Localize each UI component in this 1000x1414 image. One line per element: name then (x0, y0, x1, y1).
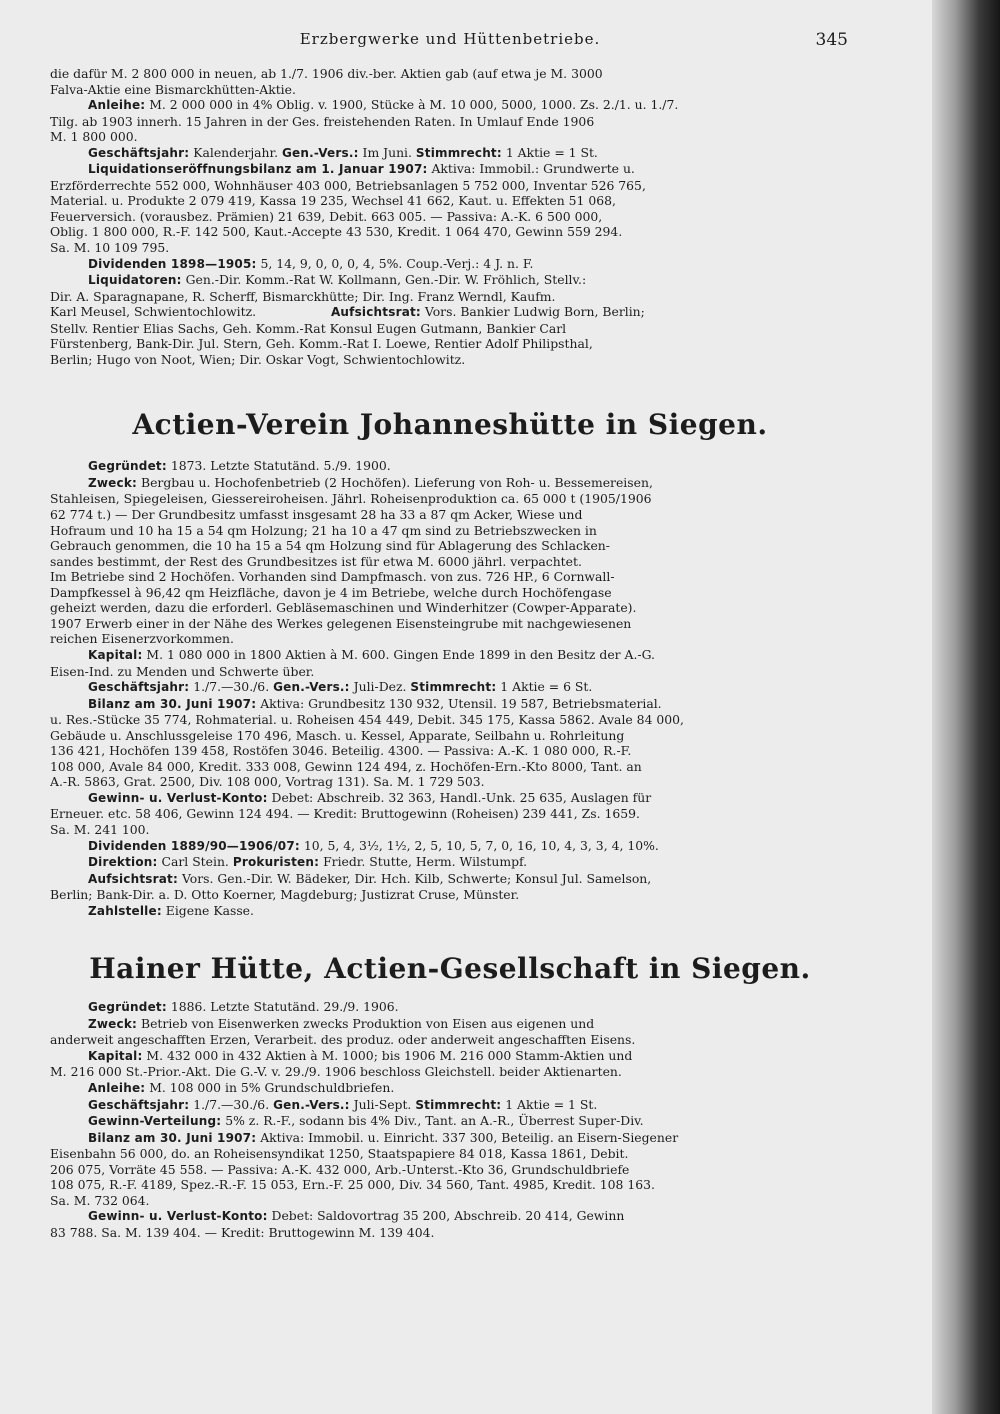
label-guv: Gewinn- u. Verlust-Konto: (88, 1209, 268, 1224)
text-line: reichen Eisenerzvorkommen. (50, 631, 234, 647)
label-bilanz: Bilanz am 30. Juni 1907: (88, 1130, 257, 1145)
text-line: Feuerversich. (vorausbez. Prämien) 21 639, Debit. 663 005. — Passiva: A.-K. 6 500 000, (50, 208, 603, 224)
label-stimmrecht: Stimmrecht: (415, 1097, 502, 1112)
label-gewinn-verteilung: Gewinn-Verteilung: (88, 1114, 222, 1129)
text-line: Erzförderrechte 552 000, Wohnhäuser 403 000, Betriebsanlagen 5 752 000, Inventar 526 765, (50, 177, 646, 193)
label-bilanz: Bilanz am 30. Juni 1907: (88, 696, 257, 711)
text-line: A.-R. 5863, Grat. 2500, Div. 108 000, Vortrag 131). Sa. M. 1 729 503. (50, 774, 485, 790)
text-line: Erneuer. etc. 58 406, Gewinn 124 494. — Kredit: Bruttogewinn (Roheisen) 239 441, Zs. 1659. (50, 806, 640, 822)
text-line: anderweit angeschafften Erzen, Verarbeit. des produz. oder anderweit angeschafften Eisens. (50, 1032, 636, 1048)
label-direktion: Direktion: (88, 855, 158, 870)
text-line: Geschäftsjahr: Kalenderjahr. Gen.-Vers.: Im Juni. Stimmrecht: 1 Aktie = 1 St. (88, 144, 598, 160)
text-line: Zahlstelle: Eigene Kasse. (88, 902, 254, 918)
label-liquidatoren: Liquidatoren: (88, 273, 182, 288)
text-line: Aufsichtsrat: Vors. Gen.-Dir. W. Bädeker, Dir. Hch. Kilb, Schwerte; Konsul Jul. Samelson, (88, 870, 652, 886)
label-aufsichtsrat: Aufsichtsrat: (88, 871, 178, 886)
text-line: Dampfkessel à 96,42 qm Heizfläche, davon je 4 im Betriebe, welche durch Hochöfengase (50, 584, 612, 600)
running-title: Erzbergwerke und Hüttenbetriebe. (299, 30, 601, 48)
text-line: Gegründet: 1886. Letzte Statutänd. 29./9. 1906. (88, 999, 399, 1015)
label-gen-vers: Gen.-Vers.: (273, 680, 350, 695)
text-line: Liquidationseröffnungsbilanz am 1. Januar 1907: Aktiva: Immobil.: Grundwerte u. (88, 161, 635, 177)
text-line: Zweck: Bergbau u. Hochofenbetrieb (2 Hochöfen). Lieferung von Roh- u. Bessemereisen, (88, 474, 653, 490)
text-line: Fürstenberg, Bank-Dir. Jul. Stern, Geh. Komm.-Rat I. Loewe, Rentier Adolf Philipsthal, (50, 336, 593, 352)
text-line: Stellv. Rentier Elias Sachs, Geh. Komm.-Rat Konsul Eugen Gutmann, Bankier Carl (50, 320, 567, 336)
label-gen-vers: Gen.-Vers.: (282, 145, 359, 160)
text-line: Kapital: M. 432 000 in 432 Aktien à M. 1000; bis 1906 M. 216 000 Stamm-Aktien und (88, 1047, 633, 1063)
text-line: Geschäftsjahr: 1./7.—30./6. Gen.-Vers.: Juli-Dez. Stimmrecht: 1 Aktie = 6 St. (88, 679, 593, 695)
text-line: 108 000, Avale 84 000, Kredit. 333 008, Gewinn 124 494, z. Hochöfen-Ern.-Kto 8000, Tant. an (50, 758, 642, 774)
text-line: Eisenbahn 56 000, do. an Roheisensyndikat 1250, Staatspapiere 84 018, Kassa 1861, Debit. (50, 1146, 629, 1162)
text-line: Gewinn- u. Verlust-Konto: Debet: Saldovortrag 35 200, Abschreib. 20 414, Gewinn (88, 1208, 625, 1224)
text-line: sandes bestimmt, der Rest des Grundbesitzes ist für etwa M. 6000 jährl. verpachtet. (50, 553, 582, 569)
page-content (50, 66, 850, 1240)
text-line: 62 774 t.) — Der Grundbesitz umfasst insgesamt 28 ha 33 a 87 qm Acker, Wiese und (50, 507, 583, 523)
text-line: Anleihe: M. 2 000 000 in 4% Oblig. v. 1900, Stücke à M. 10 000, 5000, 1000. Zs. 2./1. u. 1./7. (88, 97, 679, 113)
text-line: u. Res.-Stücke 35 774, Rohmaterial. u. Roheisen 454 449, Debit. 345 175, Kassa 5862. Avale 84 000, (50, 712, 684, 728)
label-zahlstelle: Zahlstelle: (88, 903, 162, 918)
text-line: M. 1 800 000. (50, 129, 138, 145)
label-geschaeftsjahr: Geschäftsjahr: (88, 1097, 190, 1112)
label-stimmrecht: Stimmrecht: (415, 145, 502, 160)
label-zweck: Zweck: (88, 1016, 138, 1031)
text-line: Tilg. ab 1903 innerh. 15 Jahren in der Ges. freistehenden Raten. In Umlauf Ende 1906 (50, 113, 595, 129)
text-line: Bilanz am 30. Juni 1907: Aktiva: Immobil. u. Einricht. 337 300, Beteilig. an Eisern-Siegener (88, 1129, 679, 1145)
text-line: Geschäftsjahr: 1./7.—30./6. Gen.-Vers.: Juli-Sept. Stimmrecht: 1 Aktie = 1 St. (88, 1096, 598, 1112)
label-dividenden: Dividenden 1889/90—1906/07: (88, 838, 300, 853)
section-title-hainer-huette: Hainer Hütte, Actien-Gesellschaft in Siegen. (89, 952, 811, 986)
label-liquidationsbilanz: Liquidationseröffnungsbilanz am 1. Januar 1907: (88, 162, 428, 177)
text-line: Dir. A. Sparagnapane, R. Scherff, Bismarckhütte; Dir. Ing. Franz Werndl, Kaufm. (50, 288, 556, 304)
text-line: Gewinn- u. Verlust-Konto: Debet: Abschreib. 32 363, Handl.-Unk. 25 635, Auslagen für (88, 789, 652, 805)
text-line: Kapital: M. 1 080 000 in 1800 Aktien à M. 600. Gingen Ende 1899 in den Besitz der A.-G. (88, 646, 655, 662)
label-gegruendet: Gegründet: (88, 459, 167, 474)
text-line: Hofraum und 10 ha 15 a 54 qm Holzung; 21 ha 10 a 47 qm sind zu Betriebszwecken in (50, 522, 597, 538)
label-gen-vers: Gen.-Vers.: (273, 1097, 350, 1112)
text-line: Gebäude u. Anschlussgeleise 170 496, Masch. u. Kessel, Apparate, Seilbahn u. Rohrleitung (50, 727, 625, 743)
label-dividenden: Dividenden 1898—1905: (88, 256, 257, 271)
text-line: Karl Meusel, Schwientochlowitz. Aufsichtsrat: Vors. Bankier Ludwig Born, Berlin; (50, 304, 645, 320)
label-anleihe: Anleihe: (88, 98, 146, 113)
text-line: Gegründet: 1873. Letzte Statutänd. 5./9. 1900. (88, 458, 391, 474)
page-edge-shadow (932, 0, 1000, 1414)
text-line: Gebrauch genommen, die 10 ha 15 a 54 qm Holzung sind für Ablagerung des Schlacken- (50, 538, 610, 554)
text-line: Oblig. 1 800 000, R.-F. 142 500, Kaut.-Accepte 43 530, Kredit. 1 064 470, Gewinn 559 294. (50, 224, 623, 240)
text-line: Dividenden 1898—1905: 5, 14, 9, 0, 0, 0, 4, 5%. Coup.-Verj.: 4 J. n. F. (88, 255, 534, 271)
label-kapital: Kapital: (88, 647, 143, 662)
text-line: Material. u. Produkte 2 079 419, Kassa 19 235, Wechsel 41 662, Kaut. u. Effekten 51 068, (50, 193, 616, 209)
page-number: 345 (815, 30, 848, 50)
text-line: geheizt werden, dazu die erforderl. Gebläsemaschinen und Winderhitzer (Cowper-Apparate). (50, 600, 637, 616)
label-geschaeftsjahr: Geschäftsjahr: (88, 145, 190, 160)
text-line: Eisen-Ind. zu Menden und Schwerte über. (50, 663, 315, 679)
text-line: Sa. M. 10 109 795. (50, 240, 170, 256)
label-gegruendet: Gegründet: (88, 1000, 167, 1015)
text-line: 136 421, Hochöfen 139 458, Rostöfen 3046. Beteilig. 4300. — Passiva: A.-K. 1 080 000, R.-F. (50, 743, 632, 759)
section-title-johanneshuette: Actien-Verein Johanneshütte in Siegen. (132, 408, 768, 442)
text-line: Dividenden 1889/90—1906/07: 10, 5, 4, 3½, 1½, 2, 5, 10, 5, 7, 0, 16, 10, 4, 3, 3, 4, 10%. (88, 837, 659, 853)
text-line: 108 075, R.-F. 4189, Spez.-R.-F. 15 053, Ern.-F. 25 000, Div. 34 560, Tant. 4985, Kredit. 108 163. (50, 1177, 655, 1193)
text-line: M. 216 000 St.-Prior.-Akt. Die G.-V. v. 29./9. 1906 beschloss Gleichstell. beider Aktienarten. (50, 1064, 622, 1080)
text-line: 83 788. Sa. M. 139 404. — Kredit: Bruttogewinn M. 139 404. (50, 1224, 435, 1240)
text-line: 1907 Erwerb einer in der Nähe des Werkes gelegenen Eisensteingrube mit nachgewiesenen (50, 615, 632, 631)
label-stimmrecht: Stimmrecht: (410, 680, 497, 695)
text-line: die dafür M. 2 800 000 in neuen, ab 1./7. 1906 div.-ber. Aktien gab (auf etwa je M. 3000 (50, 66, 603, 81)
label-geschaeftsjahr: Geschäftsjahr: (88, 680, 190, 695)
text-line: Anleihe: M. 108 000 in 5% Grundschuldbriefen. (88, 1079, 395, 1095)
text-line: Zweck: Betrieb von Eisenwerken zwecks Produktion von Eisen aus eigenen und (88, 1015, 595, 1031)
label-kapital: Kapital: (88, 1048, 143, 1063)
text-line: Sa. M. 732 064. (50, 1192, 150, 1208)
text-line: Sa. M. 241 100. (50, 821, 150, 837)
label-prokuristen: Prokuristen: (232, 855, 320, 870)
label-zweck: Zweck: (88, 475, 138, 490)
label-guv: Gewinn- u. Verlust-Konto: (88, 790, 268, 805)
text-line: Falva-Aktie eine Bismarckhütten-Aktie. (50, 81, 296, 97)
text-line: Bilanz am 30. Juni 1907: Aktiva: Grundbesitz 130 932, Utensil. 19 587, Betriebsmaterial. (88, 695, 662, 711)
text-line: 206 075, Vorräte 45 558. — Passiva: A.-K. 432 000, Arb.-Unterst.-Kto 36, Grundschuldbriefe (50, 1161, 630, 1177)
text-line: Gewinn-Verteilung: 5% z. R.-F., sodann bis 4% Div., Tant. an A.-R., Überrest Super-Div. (88, 1113, 644, 1129)
text-line: Im Betriebe sind 2 Hochöfen. Vorhanden sind Dampfmasch. von zus. 726 HP., 6 Cornwall- (50, 569, 615, 585)
text-line: Berlin; Hugo von Noot, Wien; Dir. Oskar Vogt, Schwientochlowitz. (50, 351, 466, 367)
text-line: Direktion: Carl Stein. Prokuristen: Friedr. Stutte, Herm. Wilstumpf. (88, 854, 528, 870)
label-anleihe: Anleihe: (88, 1080, 146, 1095)
text-line: Berlin; Bank-Dir. a. D. Otto Koerner, Magdeburg; Justizrat Cruse, Münster. (50, 887, 520, 903)
text-line: Liquidatoren: Gen.-Dir. Komm.-Rat W. Kollmann, Gen.-Dir. W. Fröhlich, Stellv.: (88, 272, 587, 288)
text-line: Stahleisen, Spiegeleisen, Giessereiroheisen. Jährl. Roheisenproduktion ca. 65 000 t (1905/1906 (50, 491, 652, 507)
page-header (50, 30, 850, 52)
label-aufsichtsrat: Aufsichtsrat: (330, 305, 421, 320)
